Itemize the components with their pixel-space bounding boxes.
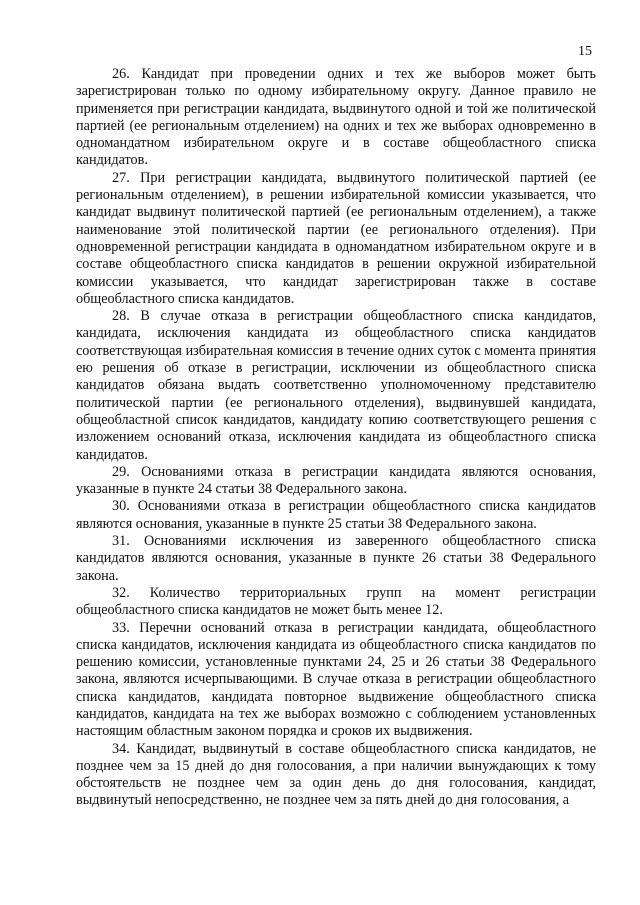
paragraph-26: 26. Кандидат при проведении одних и тех же выборов может быть зарегистрирован только по одному избирательному округу. Данное правило не применяется при регистрации кандидата, выдвинутого одной и той же политической партией (ее региональным отделением) на одних и тех же выборах одновременно в одномандатном избирательном округе и в составе общеобластного списка кандидатов. bbox=[76, 66, 596, 169]
paragraph-33: 33. Перечни оснований отказа в регистрации кандидата, общеобластного списка кандидатов, исключения кандидата из общеобластного списка кандидатов по решению комиссии, установленные пунктами 24, 25 и 26 статьи 38 Федерального закона, являются исчерпывающими. В случае отказа в регистрации общеобластного списка кандидатов, кандидата повторное выдвижение общеобластного списка кандидатов, кандидата на тех же выборах возможно с соблюдением установленных настоящим областным законом порядка и сроков их выдвижения. bbox=[76, 619, 596, 740]
paragraph-32: 32. Количество территориальных групп на момент регистрации общеобластного списка кандидатов не может быть менее 12. bbox=[76, 584, 596, 619]
paragraph-31: 31. Основаниями исключения из заверенного общеобластного списка кандидатов являются основания, указанные в пункте 26 статьи 38 Федерального закона. bbox=[76, 533, 596, 584]
document-body bbox=[76, 66, 596, 810]
paragraph-28: 28. В случае отказа в регистрации общеобластного списка кандидатов, кандидата, исключения кандидата из общеобластного списка кандидатов соответствующая избирательная комиссия в течение одних суток с момента принятия ею решения об отказе в регистрации, исключении из общеобластного списка кандидатов обязана выдать соответственно уполномоченному представителю политической партии (ее регионального отделения), выдвинувшей кандидата, общеобластной список кандидатов, кандидату копию соответствующего решения с изложением оснований отказа, исключения кандидата из общеобластного списка кандидатов. bbox=[76, 308, 596, 463]
paragraph-34: 34. Кандидат, выдвинутый в составе общеобластного списка кандидатов, не позднее чем за 15 дней до дня голосования, а при наличии вынуждающих к тому обстоятельств не позднее чем за один день до дня голосования, кандидат, выдвинутый непосредственно, не позднее чем за пять дней до дня голосования, а bbox=[76, 740, 596, 809]
paragraph-29: 29. Основаниями отказа в регистрации кандидата являются основания, указанные в пункте 24 статьи 38 Федерального закона. bbox=[76, 463, 596, 498]
page-number: 15 bbox=[578, 44, 592, 59]
paragraph-27: 27. При регистрации кандидата, выдвинутого политической партией (ее региональным отделением), в решении избирательной комиссии указывается, что кандидат выдвинут политической партией (ее региональным отделением), а также наименование этой политической партии (ее регионального отделения). При одновременной регистрации кандидата в одномандатном избирательном округе и в составе общеобластного списка кандидатов в решении окружной избирательной комиссии указывается, что кандидат зарегистрирован также в составе общеобластного списка кандидатов. bbox=[76, 169, 596, 307]
paragraph-30: 30. Основаниями отказа в регистрации общеобластного списка кандидатов являются основания, указанные в пункте 25 статьи 38 Федерального закона. bbox=[76, 498, 596, 532]
